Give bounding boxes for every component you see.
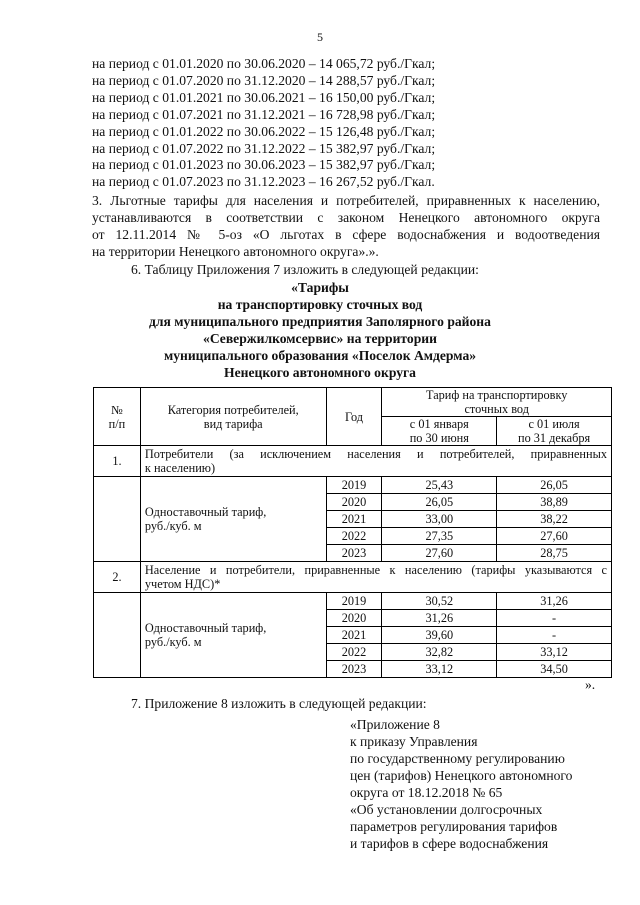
tariff-type <box>140 477 326 562</box>
period-line: на период с 01.01.2023 по 30.06.2023 – 15 382,97 руб./Гкал; <box>92 157 436 173</box>
header-number-text: № п/п <box>108 402 126 431</box>
period-line: на период с 01.01.2022 по 30.06.2022 – 15 126,48 руб./Гкал; <box>92 123 436 139</box>
appendix-line: «Приложение 8 <box>350 717 440 732</box>
period-line: на период с 01.07.2021 по 31.12.2021 – 16 728,98 руб./Гкал; <box>92 106 436 122</box>
group-number: 2. <box>94 562 141 593</box>
value-cell: 31,26 <box>497 593 612 610</box>
appendix-line: цен (тарифов) Ненецкого автономного <box>350 768 573 783</box>
table-title <box>80 279 560 381</box>
value-cell: 34,50 <box>497 661 612 678</box>
value-cell: 33,12 <box>497 644 612 661</box>
value-cell: 26,05 <box>497 477 612 494</box>
appendix-line: «Об установлении долгосрочных <box>350 802 543 817</box>
value-cell: 27,35 <box>382 528 497 545</box>
value-cell: - <box>497 610 612 627</box>
title-line: для муниципального предприятия Заполярного района <box>149 314 491 329</box>
value-cell: 33,12 <box>382 661 497 678</box>
header-category-text: Категория потребителей, вид тарифа <box>167 402 299 431</box>
paragraph-6: 6. Таблицу Приложения 7 изложить в следующей редакции: <box>131 262 479 277</box>
period-line: на период с 01.01.2021 по 30.06.2021 – 16 150,00 руб./Гкал; <box>92 89 436 105</box>
period-tariff-list <box>92 56 562 191</box>
value-cell: 38,22 <box>497 511 612 528</box>
page-number: 5 <box>317 30 323 44</box>
value-cell: - <box>497 627 612 644</box>
year-cell: 2021 <box>326 627 382 644</box>
title-line: «Тарифы <box>291 280 349 295</box>
paragraph-3-preferential-tariffs <box>92 193 600 261</box>
title-line: «Севержилкомсервис» на территории <box>203 331 437 346</box>
header-category <box>140 388 326 446</box>
paragraph-line: на территории Ненецкого автономного округа».». <box>92 243 379 259</box>
appendix-header <box>350 716 572 852</box>
appendix-line: к приказу Управления <box>350 734 478 749</box>
value-cell: 26,05 <box>382 494 497 511</box>
year-cell: 2023 <box>326 545 382 562</box>
tariff-type-text: Одноставочный тариф, руб./куб. м <box>144 505 267 533</box>
period-line: на период с 01.01.2020 по 30.06.2020 – 14 065,72 руб./Гкал; <box>92 56 436 71</box>
title-line: Ненецкого автономного округа <box>224 365 416 380</box>
paragraph-line: 3. Льготные тарифы для населения и потребителей, приравненных к населению, <box>92 193 600 208</box>
year-cell: 2020 <box>326 494 382 511</box>
empty-cell <box>94 477 141 562</box>
header-number <box>94 388 141 446</box>
closing-quote: ». <box>585 677 596 692</box>
group-title <box>140 562 611 593</box>
tariff-type <box>140 593 326 678</box>
period-line: на период с 01.07.2020 по 31.12.2020 – 14 288,57 руб./Гкал; <box>92 72 436 88</box>
value-cell: 27,60 <box>382 545 497 562</box>
group-title-line: Население и потребители, приравненные к населению (тарифы указываются с <box>144 563 607 577</box>
group-title-line: учетом НДС)* <box>144 577 221 591</box>
header-second-half-text: с 01 июля по 31 декабря <box>517 417 591 445</box>
value-cell: 31,26 <box>382 610 497 627</box>
header-tariff <box>382 388 612 417</box>
year-cell: 2020 <box>326 610 382 627</box>
paragraph-line: устанавливаются в соответствии с законом Ненецкого автономного округа <box>92 209 600 225</box>
year-cell: 2022 <box>326 528 382 545</box>
header-tariff-text: Тариф на транспортировку сточных вод <box>426 388 568 416</box>
header-year <box>326 388 382 446</box>
appendix-line: и тарифов в сфере водоснабжения <box>350 836 549 851</box>
header-second-half <box>497 417 612 446</box>
value-cell: 38,89 <box>497 494 612 511</box>
tariff-type-text: Одноставочный тариф, руб./куб. м <box>144 621 267 649</box>
year-cell: 2019 <box>326 477 382 494</box>
period-line: на период с 01.07.2022 по 31.12.2022 – 15 382,97 руб./Гкал; <box>92 140 436 156</box>
value-cell: 33,00 <box>382 511 497 528</box>
value-cell: 39,60 <box>382 627 497 644</box>
year-cell: 2021 <box>326 511 382 528</box>
header-first-half <box>382 417 497 446</box>
empty-cell <box>94 593 141 678</box>
appendix-line: по государственному регулированию <box>350 751 565 766</box>
tariff-table <box>93 387 612 678</box>
group-number: 1. <box>94 446 141 477</box>
value-cell: 30,52 <box>382 593 497 610</box>
title-line: муниципального образования «Поселок Амдерма» <box>163 348 477 363</box>
group-title-line: к населению) <box>144 461 216 475</box>
value-cell: 25,43 <box>382 477 497 494</box>
paragraph-line: от 12.11.2014 № 5-оз «О льготах в сфере водоснабжения и водоотведения <box>92 226 600 242</box>
value-cell: 32,82 <box>382 644 497 661</box>
year-cell: 2019 <box>326 593 382 610</box>
year-cell: 2023 <box>326 661 382 678</box>
value-cell: 27,60 <box>497 528 612 545</box>
year-cell: 2022 <box>326 644 382 661</box>
group-title-line: Потребители (за исключением населения и потребителей, приравненных <box>144 447 607 461</box>
header-year-text: Год <box>344 409 364 424</box>
appendix-line: параметров регулирования тарифов <box>350 819 558 834</box>
group-title <box>140 446 611 477</box>
period-line: на период с 01.07.2023 по 31.12.2023 – 16 267,52 руб./Гкал. <box>92 174 435 190</box>
header-first-half-text: с 01 января по 30 июня <box>409 417 469 445</box>
title-line: на транспортировку сточных вод <box>217 297 423 312</box>
appendix-line: округа от 18.12.2018 № 65 <box>350 785 503 800</box>
paragraph-7: 7. Приложение 8 изложить в следующей редакции: <box>131 696 427 711</box>
value-cell: 28,75 <box>497 545 612 562</box>
